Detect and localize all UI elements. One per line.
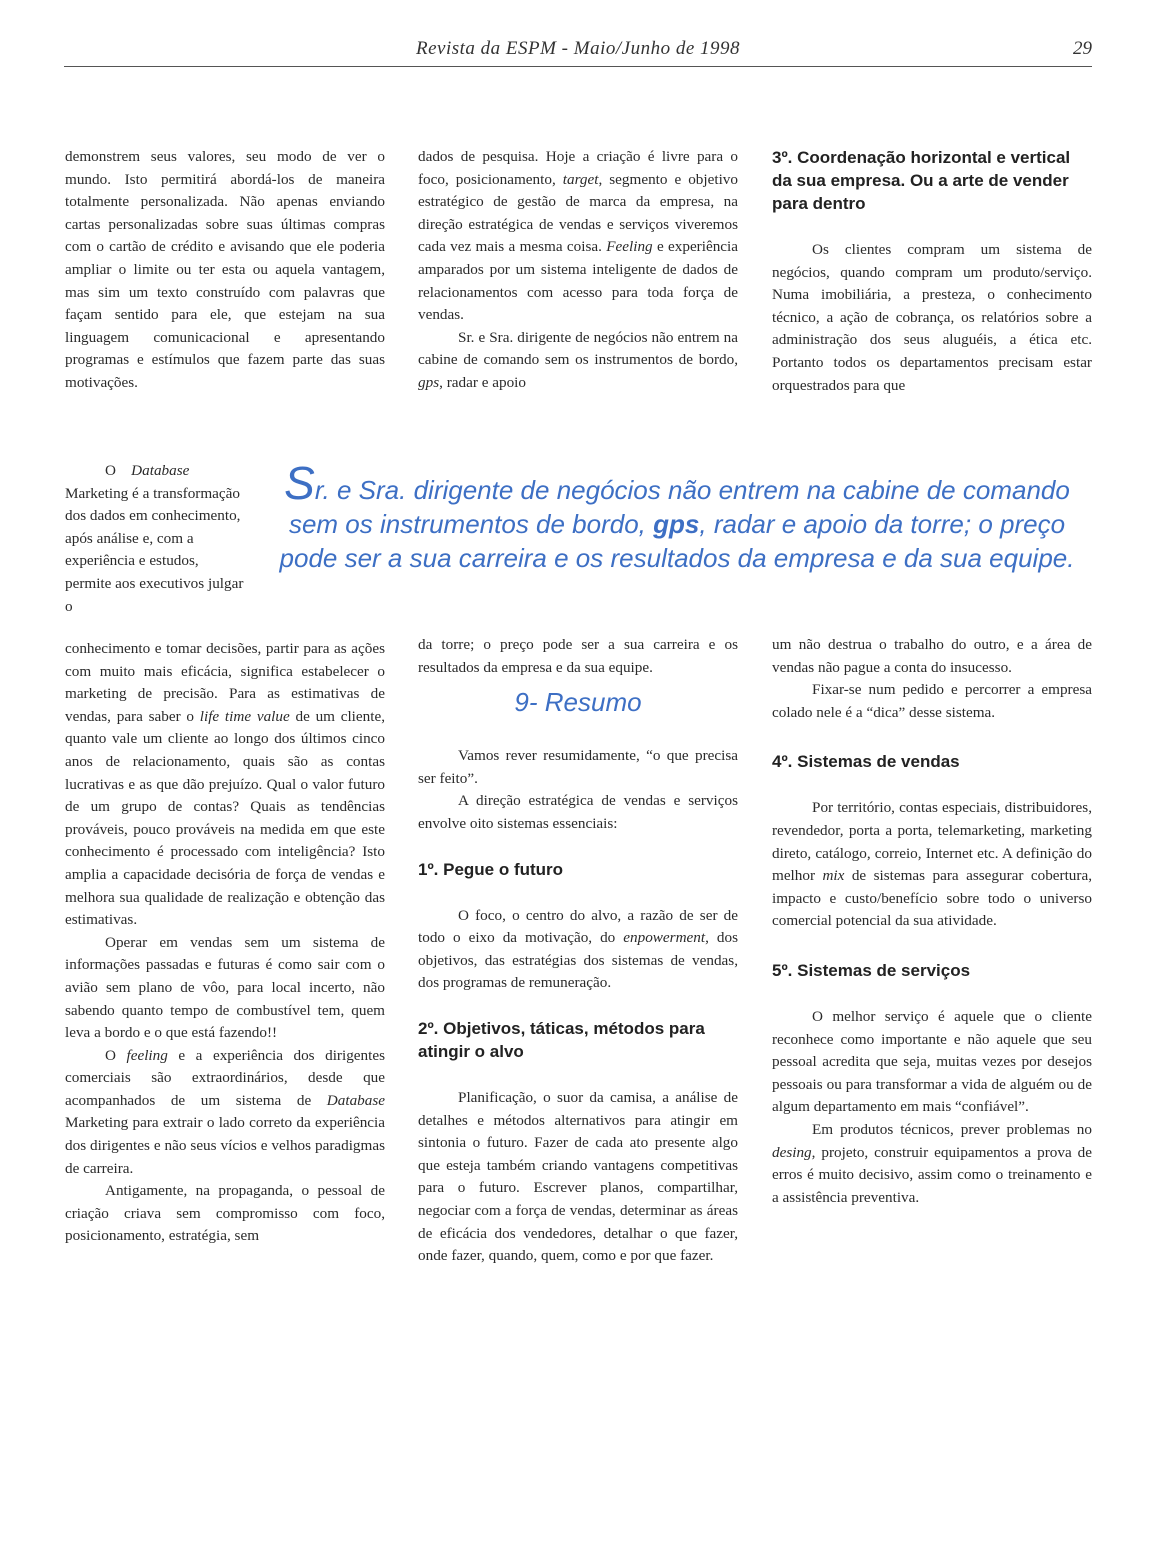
paragraph — [418, 327, 738, 395]
paragraph: Planificação, o suor da camisa, a análise de detalhes e métodos alternativos para atingir em sintonia o futuro. Fazer de cada ato presente algo que esteja também criando vantagens competitivas para o futuro. Escrever planos, compartilhar, negociar com a força de vendas, determinar as áreas de eficácia dos vendedores, detalhar o que fazer, onde fazer, quando, quem, como e por que fazer. — [418, 1088, 738, 1265]
column-1-bottom — [65, 638, 385, 1248]
text: dados de pesquisa. Hoje a criação é livre para o foco, posicionamento, — [418, 148, 738, 188]
paragraph: O melhor serviço é aquele que o cliente reconhece como importante e não aquele que seu pessoal acredita que seja, muitas vezes por desejos pessoais ou para transformar a vida de alguém ou de algum departamento em mais “confiável”. — [772, 1007, 1092, 1116]
column-3-bottom — [772, 634, 1092, 1209]
column-3-top — [772, 146, 1092, 397]
emphasis: Database — [326, 1091, 385, 1109]
paragraph — [418, 146, 738, 327]
paragraph: demonstrem seus valores, seu modo de ver o mundo. Isto permitirá abordá-los de maneira totalmente personalizada. Não apenas enviando cartas personalizadas sobre suas últimas compras com o cartão de crédito e avisando que ele poderia ampliar o limite ou ter esta ou aquela vantagem, mas sim um texto construído com palavras que façam sentido para ele, que estejam na sua linguagem comunicacional e apresentando programas e estímulos que fazem parte das suas motivações. — [65, 148, 385, 391]
paragraph: Vamos rever resumidamente, “o que precisa ser feito”. — [418, 747, 738, 787]
paragraph — [772, 1119, 1092, 1209]
subheading: 5º. Sistemas de serviços — [772, 960, 971, 980]
section-title: 9- Resumo — [514, 687, 642, 718]
wrap-term: Database — [131, 462, 190, 479]
emphasis: target — [562, 170, 599, 188]
text: , dos objetivos, das estratégias dos sistemas de vendas, dos programas de remuneração. — [418, 929, 738, 992]
pull-quote-text-2: , radar e apoio da torre; o preço pode ser a sua carreira e os resultados da empresa e da sua equipe. — [279, 509, 1075, 573]
text: O — [105, 1046, 127, 1064]
emphasis: Feeling — [606, 238, 653, 256]
text: de sistemas para assegurar cobertura, impacto e custo/benefício sobre todo o universo comercial potencial da sua atividade. — [772, 867, 1092, 930]
paragraph — [418, 905, 738, 995]
paragraph — [65, 1045, 385, 1181]
text: , projeto, construir equipamentos a prova de erros é muito decisivo, assim como o treinamento e a assistência preventiva. — [772, 1143, 1092, 1206]
wrap-lead: O — [105, 462, 116, 479]
text: de um cliente, quanto vale um cliente ao longo dos últimos cinco anos de relacionamento, quais são as contas lucrativas e as que dão prejuízo. Qual o valor futuro de um grupo de contas? Quais as tendências prováveis, pouco prováveis na medida em que este conhecimento é processado com inteligência? Isto amplia a capacidade decisória de força de vendas e melhora sua qualidade de realização e obtenção das estimativas. — [65, 707, 385, 929]
wrap-rest: Marketing é a transformação dos dados em conhecimento, após análise e, com a experiência e estudos, permite aos executivos julgar o — [65, 484, 244, 615]
paragraph: Fixar-se num pedido e percorrer a empresa colado nele é a “dica” desse sistema. — [772, 681, 1092, 721]
column-1-top — [65, 146, 385, 395]
paragraph — [65, 638, 385, 932]
text: e a experiência dos dirigentes comerciais são extraordinários, desde que acompanhados de um sistema de — [65, 1046, 386, 1109]
pull-quote-text-1: r. e Sra. dirigente de negócios não entrem na cabine de comando sem os instrumentos de bordo, — [288, 475, 1070, 539]
emphasis: gps — [418, 373, 440, 391]
column-2-bottom — [418, 634, 738, 1268]
paragraph — [772, 797, 1092, 933]
text: Em produtos técnicos, prever problemas no — [812, 1120, 1092, 1138]
text: e experiência amparados por um sistema inteligente de dados de relacionamentos com acesso para toda força de vendas. — [418, 238, 738, 324]
subheading: 1º. Pegue o futuro — [418, 859, 564, 879]
page-header — [64, 38, 1092, 67]
paragraph: Antigamente, na propaganda, o pessoal de criação criava sem compromisso com foco, posicionamento, estratégia, sem — [65, 1182, 385, 1245]
column-1-wrap — [65, 460, 248, 618]
text: , segmento e objetivo estratégico de gestão de marca da empresa, na direção estratégica de vendas e serviços viveremos cada vez mais a mesma coisa. — [418, 170, 738, 256]
emphasis: desing — [772, 1143, 812, 1161]
paragraph: um não destrua o trabalho do outro, e a área de vendas não pague a conta do insucesso. — [772, 636, 1092, 676]
emphasis: feeling — [126, 1046, 168, 1064]
running-title: Revista da ESPM - Maio/Junho de 1998 — [415, 38, 741, 59]
emphasis: mix — [822, 867, 845, 885]
text: Marketing para extrair o lado correto da experiência dos dirigentes e não seus vícios e velhos paradigmas de carreira. — [65, 1114, 385, 1177]
text: Por território, contas especiais, distribuidores, revendedor, porta a porta, telemarketing, marketing direto, catálogo, correio, Internet etc. A definição do melhor — [772, 799, 1092, 885]
emphasis: enpowerment — [623, 929, 706, 947]
subheading: 2º. Objetivos, táticas, métodos para atingir o alvo — [418, 1018, 705, 1061]
paragraph: Os clientes compram um sistema de negócios, quando compram um produto/serviço. Numa imobiliária, a presteza, o conhecimento técnico, a ação de cobrança, os relatórios sobre a administração dos seus aluguéis, a ética etc. Portanto todos os departamentos precisam estar orquestrados para que — [772, 241, 1092, 394]
paragraph — [65, 460, 248, 618]
paragraph: A direção estratégica de vendas e serviços envolve oito sistemas essenciais: — [418, 792, 738, 832]
text: , radar e apoio — [439, 373, 526, 391]
subheading: 3º. Coordenação horizontal e vertical da sua empresa. Ou a arte de vender para dentro — [772, 148, 1071, 213]
page-number: 29 — [1073, 38, 1092, 59]
subheading: 4º. Sistemas de vendas — [772, 752, 960, 772]
pull-quote-drop-cap: S — [284, 457, 315, 509]
pull-quote-bold: gps — [653, 509, 700, 539]
text: Sr. e Sra. dirigente de negócios não entrem na cabine de comando sem os instrumentos de bordo, — [418, 328, 738, 369]
emphasis: life time value — [199, 707, 290, 725]
paragraph: da torre; o preço pode ser a sua carreira e os resultados da empresa e da sua equipe. — [418, 636, 738, 676]
pull-quote — [272, 457, 1082, 575]
text: conhecimento e tomar decisões, partir para as ações com muito mais eficácia, significa estabelecer o marketing de precisão. Para as estimativas de vendas, para saber o — [65, 640, 385, 725]
paragraph: Operar em vendas sem um sistema de informações passadas e futuras é como sair com o avião sem plano de vôo, para local incerto, não sabendo quanto tempo de combustível tem, quem leva a bordo e o que está fazendo!! — [65, 933, 385, 1042]
column-2-top — [418, 146, 738, 395]
text: O foco, o centro do alvo, a razão de ser de todo o eixo da motivação, do — [418, 906, 738, 947]
